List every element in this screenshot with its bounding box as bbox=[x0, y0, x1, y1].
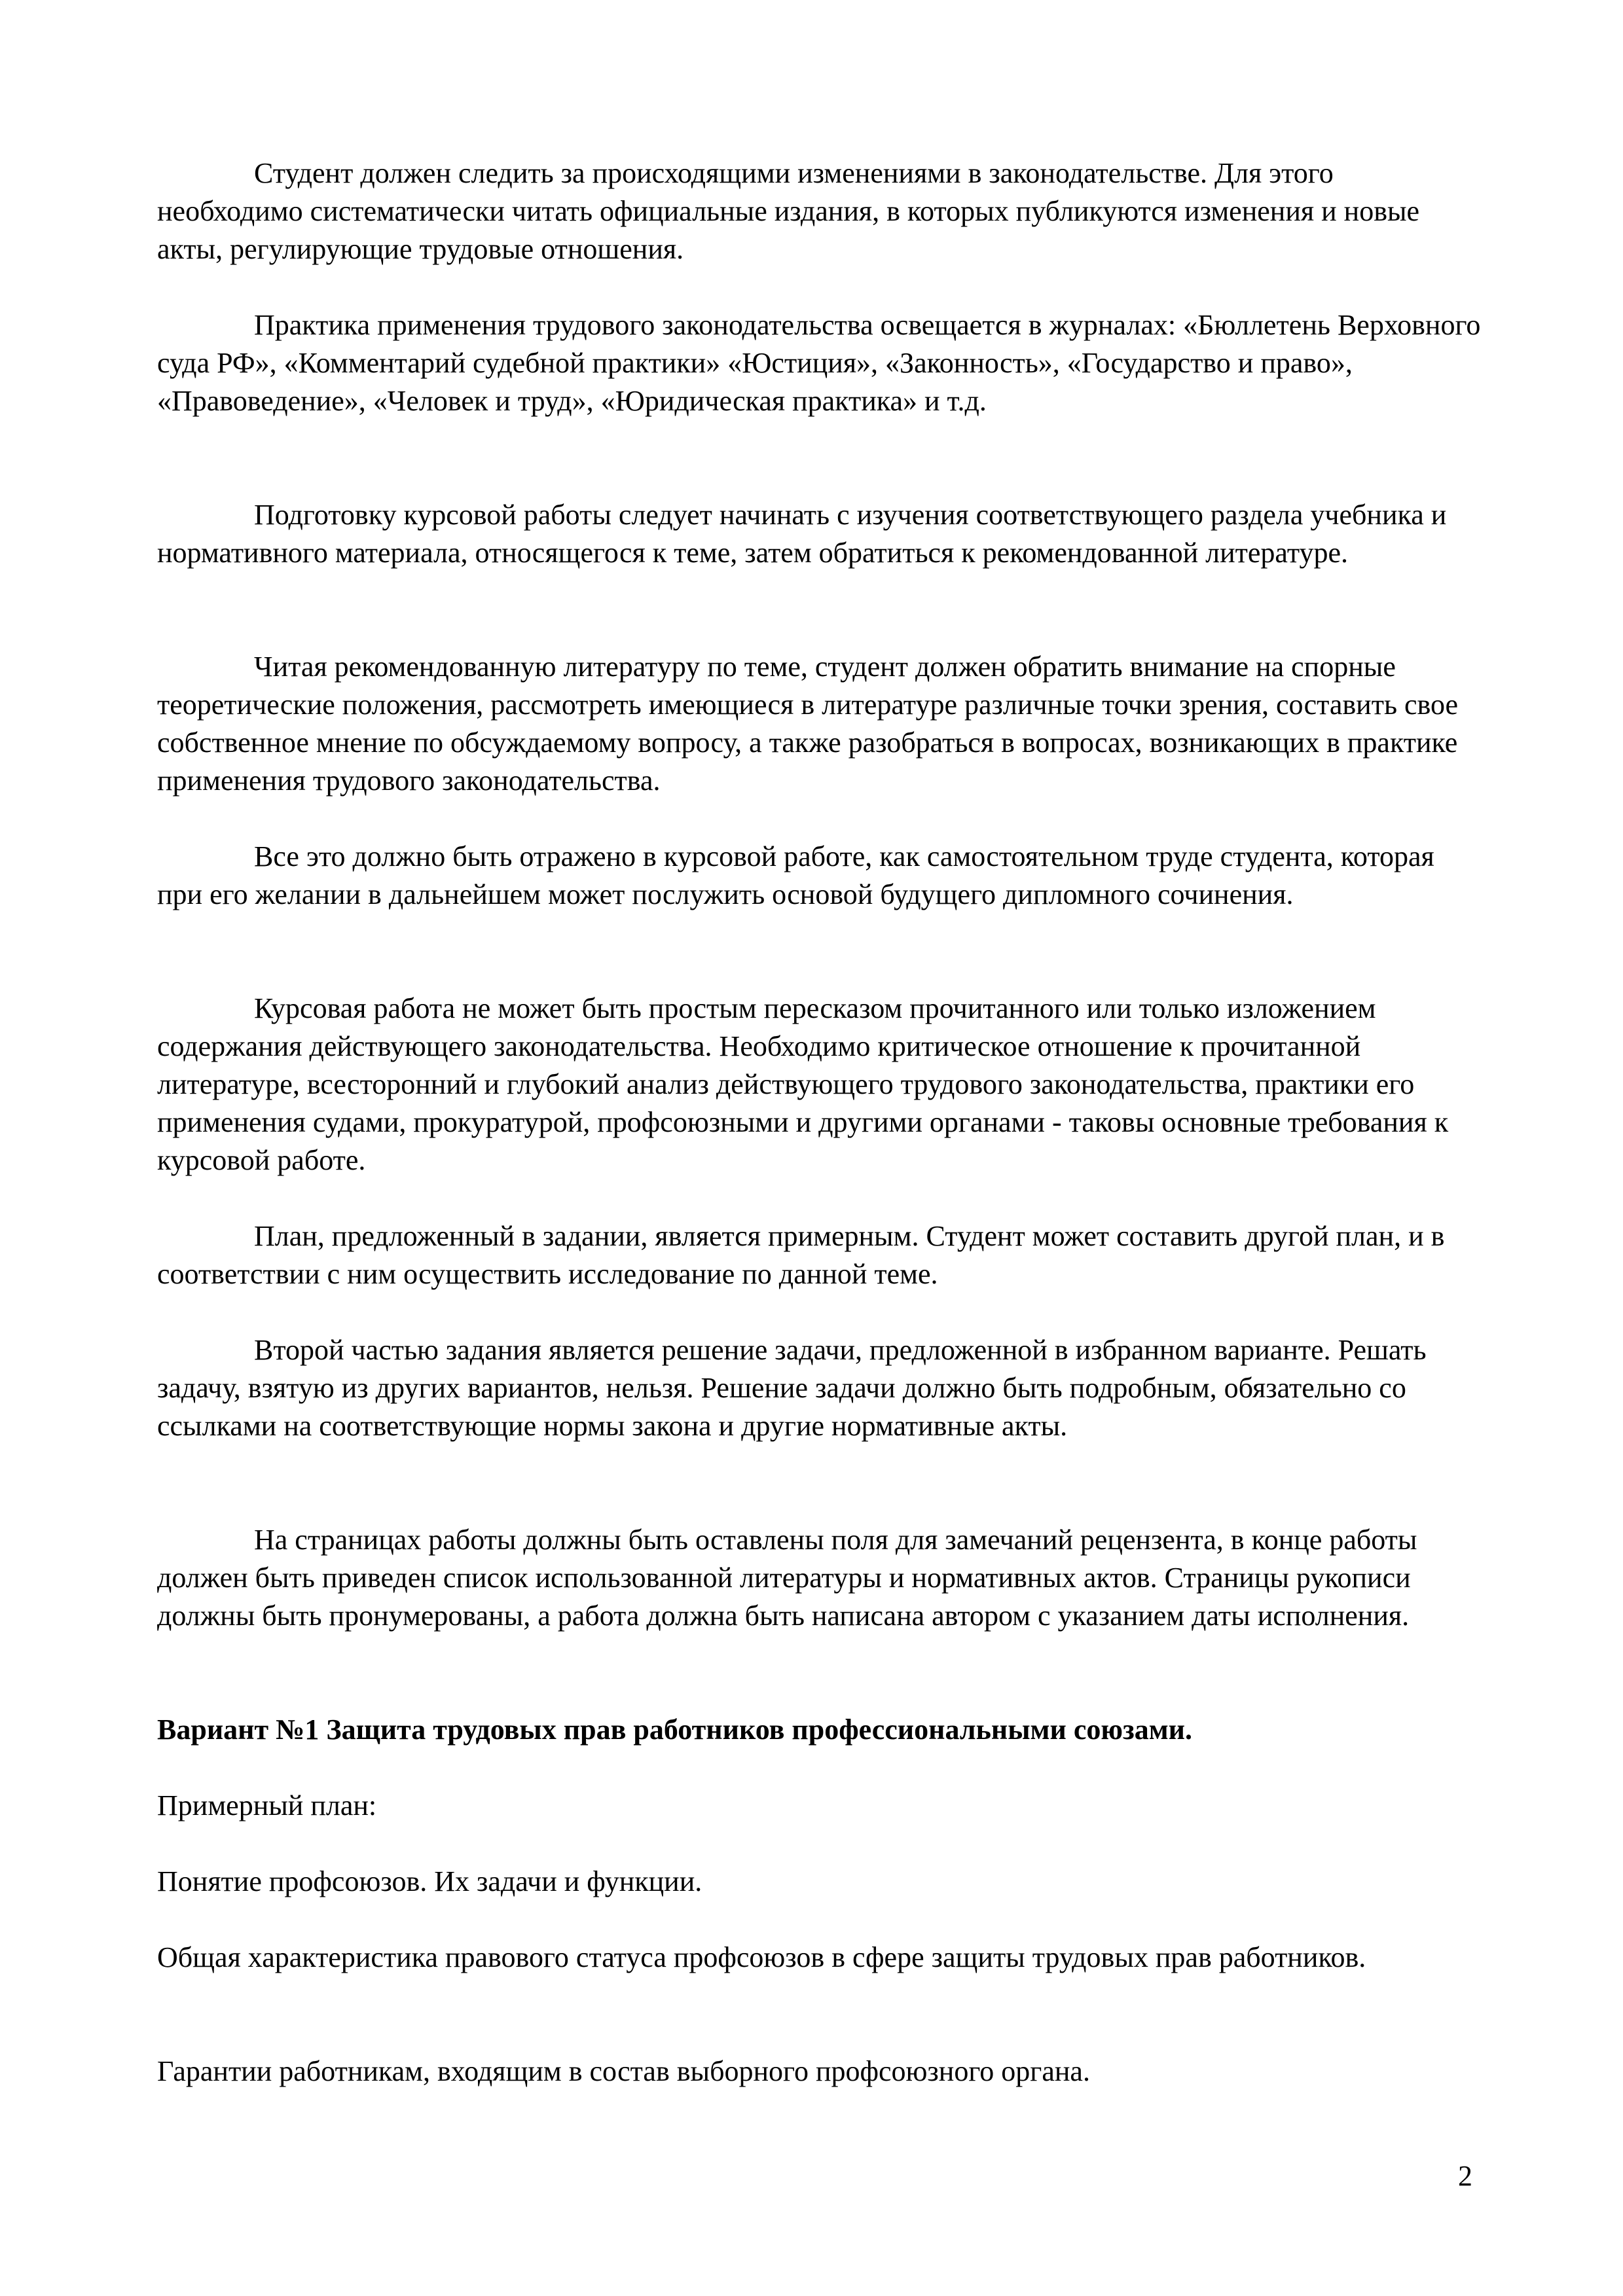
plan-item: Понятие профсоюзов. Их задачи и функции. bbox=[157, 1865, 702, 1897]
paragraph-journals: Практика применения трудового законодательства освещается в журналах: «Бюллетень Верховного суда РФ», «Комментарий судебной практики» «Юстиция», «Законность», «Государство и право», «Правоведение», «Человек и труд», «Юридическая практика» и т.д. bbox=[157, 309, 1481, 417]
paragraph-plan-note: План, предложенный в задании, является примерным. Студент может составить другой план, и в соответствии с ним осуществить исследование по данной теме. bbox=[157, 1220, 1445, 1290]
paragraph-requirements: Курсовая работа не может быть простым пересказом прочитанного или только изложением содержания действующего законодательства. Необходимо критическое отношение к прочитанной литературе, всесторонний и глубокий анализ действующего трудового законодательства, практики его применения судами, прокуратурой, профсоюзными и другими органами - таковы основные требования к курсовой работе. bbox=[157, 992, 1449, 1176]
paragraph-formatting: На страницах работы должны быть оставлены поля для замечаний рецензента, в конце работы должен быть приведен список использованной литературы и нормативных актов. Страницы рукописи должны быть пронумерованы, а работа должна быть написана автором с указанием даты исполнения. bbox=[157, 1524, 1417, 1632]
plan-item: Гарантии работникам, входящим в состав выборного профсоюзного органа. bbox=[157, 2055, 1090, 2087]
paragraph-task: Второй частью задания является решение задачи, предложенной в избранном варианте. Решать задачу, взятую из других вариантов, нельзя. Решение задачи должно быть подробным, обязательно со ссылками на соответствующие нормы закона и другие нормативные акты. bbox=[157, 1334, 1427, 1442]
paragraph-independent-work: Все это должно быть отражено в курсовой работе, как самостоятельном труде студента, которая при его желании в дальнейшем может послужить основой будущего дипломного сочинения. bbox=[157, 840, 1434, 910]
page-number: 2 bbox=[1458, 2160, 1472, 2192]
plan-label: Примерный план: bbox=[157, 1789, 377, 1821]
paragraph-reading-literature: Читая рекомендованную литературу по теме, студент должен обратить внимание на спорные теоретические положения, рассмотреть имеющиеся в литературе различные точки зрения, составить свое собственное мнение по обсуждаемому вопросу, а также разобраться в вопросах, возникающих в практике применения трудового законодательства. bbox=[157, 651, 1459, 797]
variant-heading: Вариант №1 Защита трудовых прав работников профессиональными союзами. bbox=[157, 1713, 1193, 1746]
plan-item: Общая характеристика правового статуса профсоюзов в сфере защиты трудовых прав работников. bbox=[157, 1941, 1366, 1973]
paragraph-legislation-changes: Студент должен следить за происходящими изменениями в законодательстве. Для этого необходимо систематически читать официальные издания, в которых публикуются изменения и новые акты, регулирующие трудовые отношения. bbox=[157, 157, 1420, 265]
paragraph-preparation: Подготовку курсовой работы следует начинать с изучения соответствующего раздела учебника и нормативного материала, относящегося к теме, затем обратиться к рекомендованной литературе. bbox=[157, 499, 1447, 569]
